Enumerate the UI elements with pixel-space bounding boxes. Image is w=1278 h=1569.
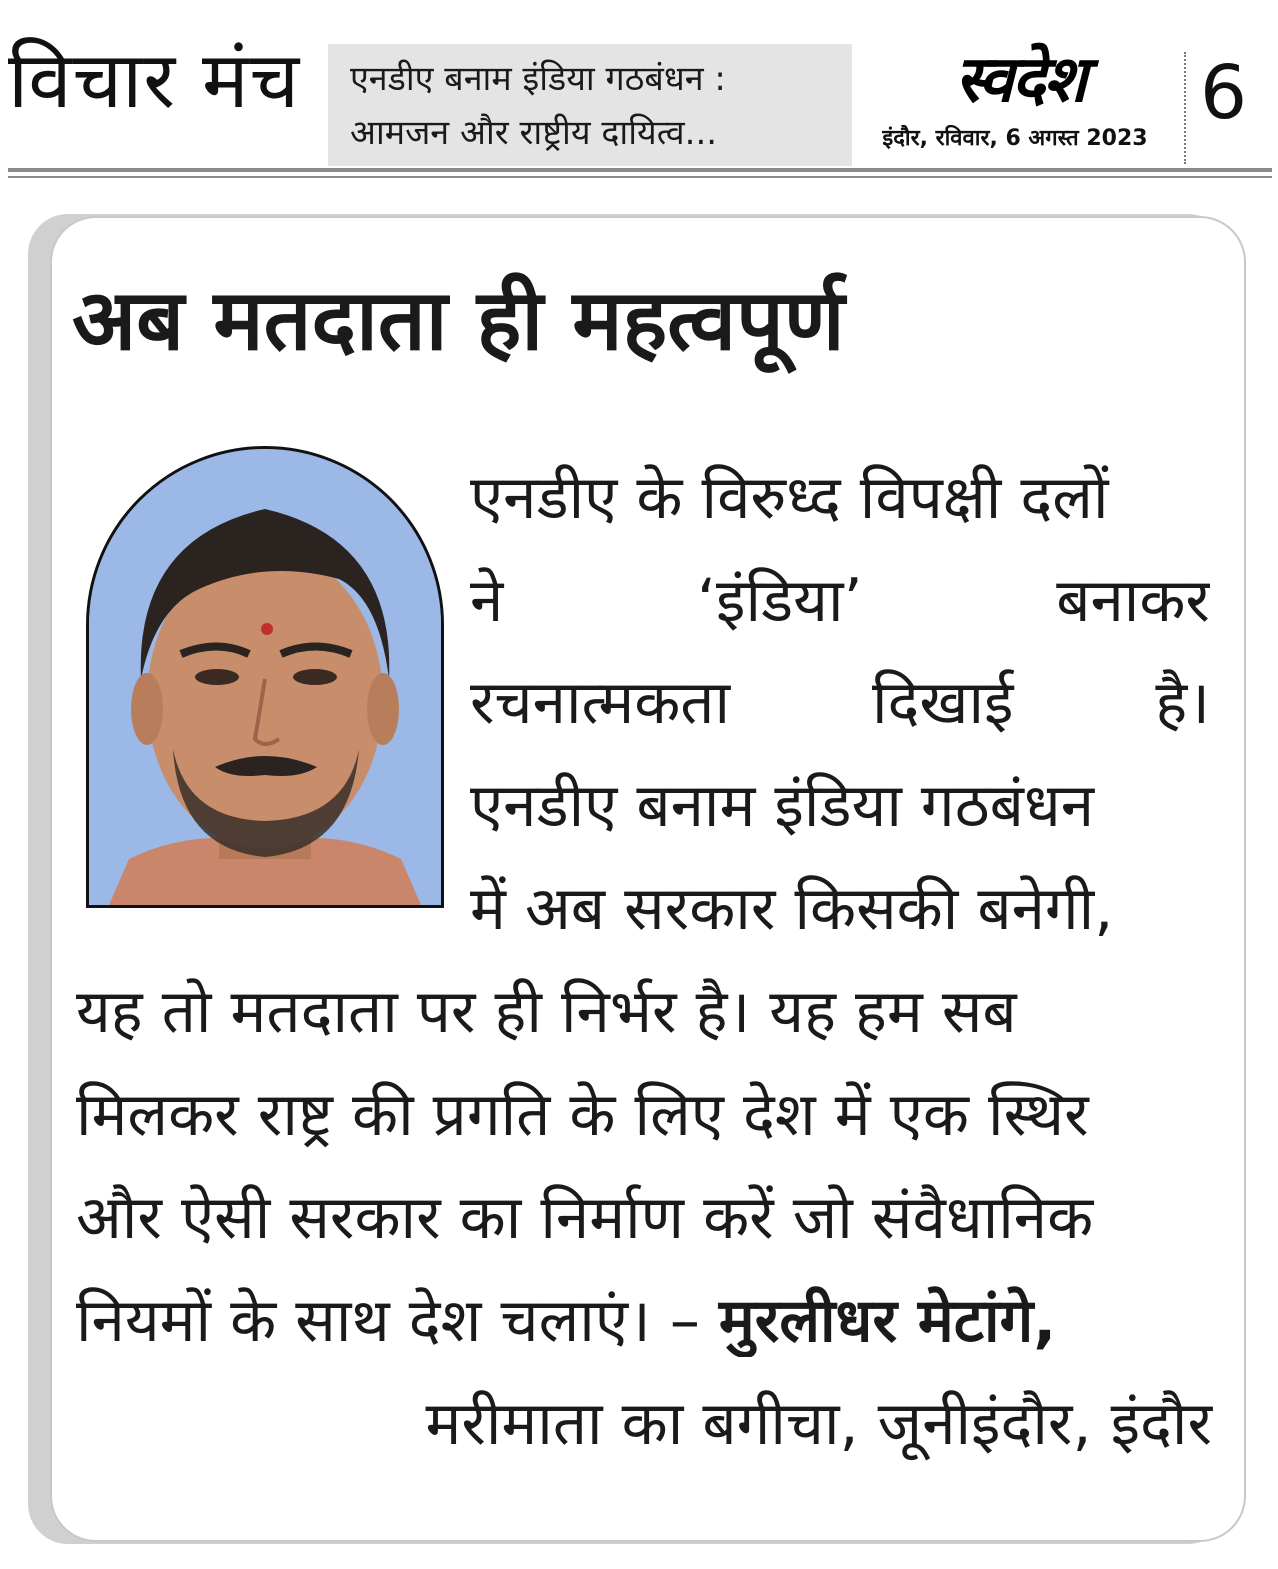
- article-word: दिखाई: [871, 668, 1014, 738]
- article-line: [470, 667, 1210, 739]
- article-line: मिलकर राष्ट्र की प्रगति के लिए देश में एक स्थिर: [76, 1080, 1089, 1150]
- article-word: बनाकर: [1056, 566, 1210, 636]
- page-header: [0, 0, 1278, 190]
- article-headline: अब मतदाता ही महत्वपूर्ण: [72, 271, 845, 369]
- article-line: [76, 1285, 1212, 1357]
- article-line: एनडीए के विरुध्द विपक्षी दलों: [470, 463, 1109, 533]
- article-line: एनडीए बनाम इंडिया गठबंधन: [470, 771, 1095, 841]
- section-title: विचार मंच: [8, 36, 301, 126]
- article-word: रचनात्मकता: [470, 668, 731, 738]
- article-word: ने: [470, 566, 504, 636]
- article-word: है।: [1155, 668, 1210, 738]
- author-portrait-icon: [89, 449, 441, 905]
- dateline: इंदौर, रविवार, 6 अगस्त 2023: [882, 126, 1148, 151]
- teaser-box[interactable]: [328, 44, 852, 166]
- author-photo: [86, 446, 444, 908]
- newspaper-masthead: स्वदेश: [955, 42, 1085, 117]
- header-divider: [1184, 52, 1186, 164]
- teaser-line: एनडीए बनाम इंडिया गठबंधन :: [350, 59, 726, 99]
- article-line: में अब सरकार किसकी बनेगी,: [470, 874, 1114, 944]
- teaser-line: आमजन और राष्ट्रीय दायित्व...: [350, 113, 718, 153]
- article-line: और ऐसी सरकार का निर्माण करें जो संवैधानिक: [76, 1183, 1094, 1253]
- header-rule: [8, 168, 1272, 172]
- article-line: यह तो मतदाता पर ही निर्भर है। यह हम सब: [76, 977, 1017, 1047]
- article-text: नियमों के साथ देश चलाएं। –: [76, 1286, 700, 1356]
- page-number: 6: [1200, 50, 1248, 136]
- author-address: मरीमाता का बगीचा, जूनीइंदौर, इंदौर: [425, 1389, 1212, 1459]
- header-rule: [8, 176, 1272, 178]
- article-word: ‘इंडिया’: [696, 566, 863, 636]
- article-line: [470, 565, 1210, 637]
- author-name: मुरलीधर मेटांगे,: [718, 1286, 1057, 1356]
